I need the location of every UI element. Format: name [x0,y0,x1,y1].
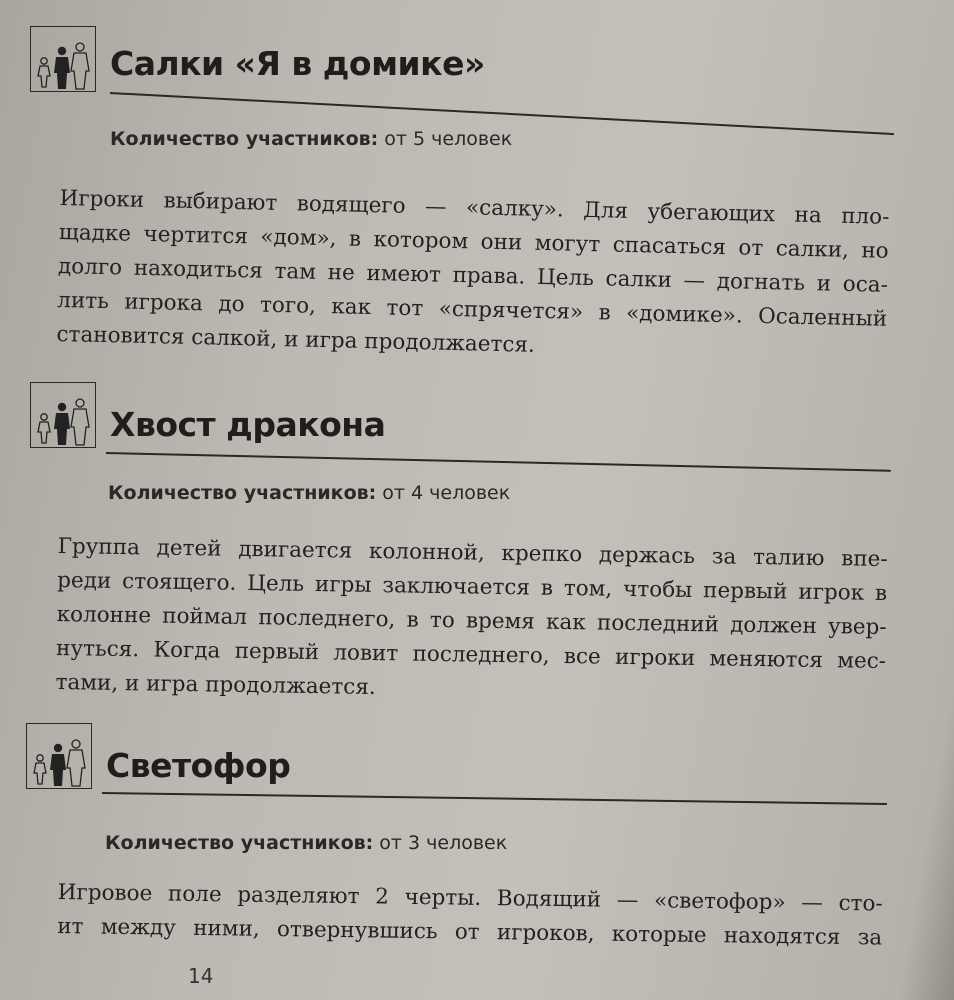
count-value: от 4 человек [382,482,511,504]
count-label: Количество участников: [108,482,377,504]
text-line: нуться. Когда первый ловит последнего, все игроки меняются мес- [55,635,887,675]
game-description [55,530,888,713]
text-line: лить игрока до того, как тот «спрячется» в «домике». Осаленный [57,287,888,332]
section-title: Хвост дракона [110,405,386,444]
text-line: Игроки выбирают водящего — «салку». Для убегающих на пло- [59,185,890,230]
title-underline [102,792,887,805]
family-people-icon [30,382,96,448]
count-label: Количество участников: [105,832,374,854]
count-value: от 3 человек [379,832,508,854]
text-line: долго находиться там не имеют права. Цель салки — догнать и оса- [57,253,889,298]
text-line: колонне поймал последнего, в то время как последний должен увер- [56,601,887,641]
text-line: ит между ними, отвернувшись от игроков, которые находятся за [57,913,883,951]
text-line: щадке чертится «дом», в котором они могут спасаться от салки, но [58,219,889,264]
count-value: от 5 человек [384,128,513,150]
section-title: Светофор [106,746,291,785]
game-description [57,876,883,956]
family-people-icon [26,723,92,789]
text-line: тами, и игра продолжается. [55,669,376,701]
game-description [56,182,890,371]
participants-count [110,128,512,150]
family-people-icon [30,26,96,92]
page-number: 14 [188,964,214,988]
title-underline [106,452,891,471]
section-title: Салки «Я в домике» [110,44,485,83]
participants-count [105,832,507,854]
text-line: становится салкой, и игра продолжается. [56,321,536,358]
participants-count [108,482,510,504]
text-line: Группа детей двигается колонной, крепко держась за талию впе- [57,533,888,573]
text-line: реди стоящего. Цель игры заключается в том, чтобы первый игрок в [57,567,888,607]
text-line: Игровое поле разделяют 2 черты. Водящий — «светофор» — сто- [57,879,883,917]
count-label: Количество участников: [110,128,379,150]
